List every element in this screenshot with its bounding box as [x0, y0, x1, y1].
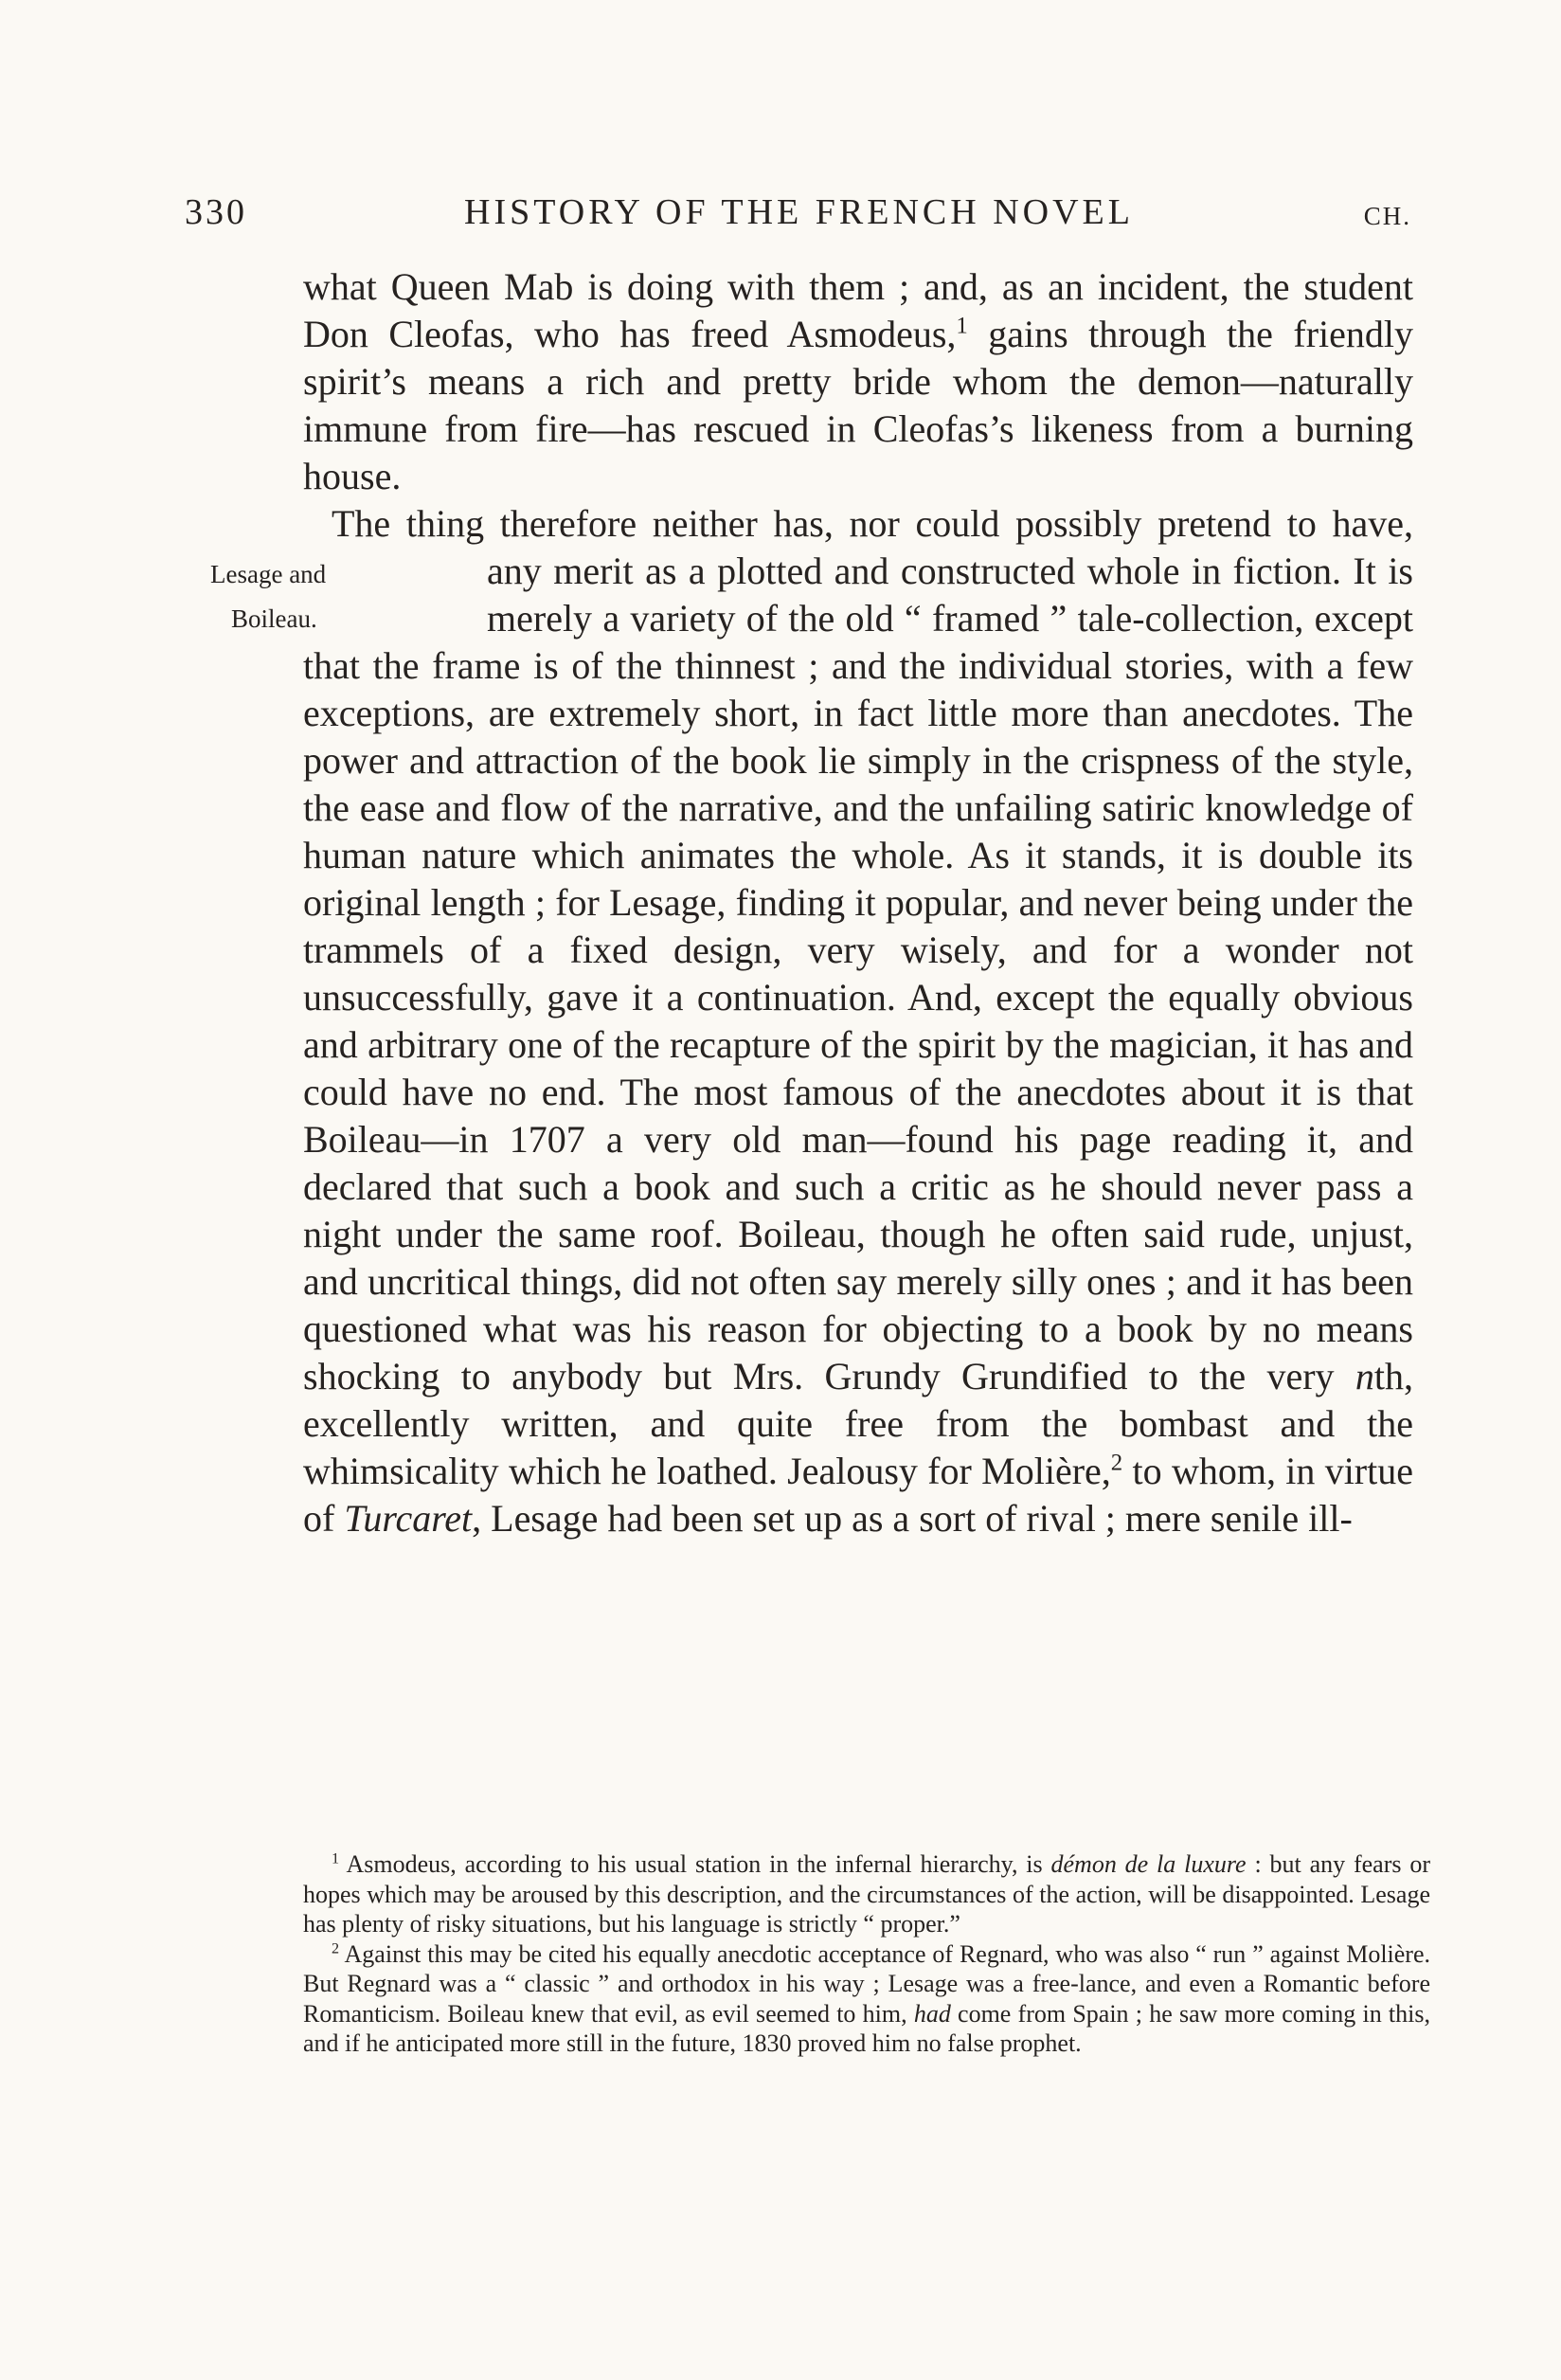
- running-title: HISTORY OF THE FRENCH NOVEL: [464, 192, 1134, 232]
- footnote: $^2$ Against this may be cited his equally anecdotic acceptance of Regnard, who was also “ run ” against Molière. But Regnard was a “ classic ” and orthodox in his way ; Lesage was a free-lance, and even a Romantic before Romanticism. Boileau knew that evil, as evil seemed to him, had come from Spain ; he saw more coming in this, and if he anticipated more still in the future, 1830 proved him no false prophet.: [303, 1939, 1430, 2057]
- superscript-reference: 2: [1110, 1450, 1123, 1476]
- main-text: [210, 263, 1414, 1542]
- running-header: [185, 191, 1413, 241]
- paragraph: The thing therefore neither has, nor could possibly pretend to have, any merit as a plotted and constructed Lesage and Boileau. whole in fiction. It is merely a variety of the old “ framed ” tale-collection, except that the frame is of the thinnest ; and the individual stories, with a few exceptions, are extremely short, in fact little more than anecdotes. The power and attraction of the book lie simply in the crispness of the style, the ease and flow of the narrative, and the unfailing satiric knowledge of human nature which animates the whole. As it stands, it is double its original length ; for Lesage, finding it popular, and never being under the trammels of a fixed design, very wisely, and for a wonder not unsuccessfully, gave it a continuation. And, except the equally obvious and arbitrary one of the recapture of the spirit by the magician, it has and could have no end. The most famous of the anecdotes about it is that Boileau—in 1707 a very old man—found his page reading it, and declared that such a book and such a critic as he should never pass a night under the same roof. Boileau, though he often said rude, unjust, and uncritical things, did not often say merely silly ones ; and it has been questioned what was his reason for objecting to a book by no means shocking to anybody but Mrs. Grundy Grundified to the very nth, excellently written, and quite free from the bombast and the whimsicality which he loathed. Jealousy for Molière,$^2$ to whom, in virtue of Turcaret, Lesage had been set up as a sort of rival ; mere senile ill-: [210, 502, 1413, 1540]
- footnotes: [303, 1849, 1430, 2059]
- margin-note: [210, 548, 487, 641]
- superscript-reference: 2: [332, 1939, 340, 1956]
- footnote: $^1$ Asmodeus, according to his usual station in the infernal hierarchy, is démon de la luxure : but any fears or hopes which may be aroused by this description, and the circumstances of the action, will be disappointed. Lesage has plenty of risky situations, but his language is strictly “ proper.”: [303, 1850, 1430, 1938]
- superscript-reference: 1: [332, 1850, 340, 1867]
- margin-note-line: Boileau.: [231, 604, 317, 633]
- paragraph: what Queen Mab is doing with them ; and, as an incident, the student Don Cleofas, who has freed Asmodeus,$^1$ gains through the friendly spirit’s means a rich and pretty bride whom the demon—naturally immune from fire—has rescued in Cleofas’s likeness from a burning house.: [303, 265, 1414, 497]
- margin-note-line: Lesage and: [210, 560, 327, 588]
- page-number: 330: [185, 192, 247, 232]
- chapter-marker: CH.: [1363, 202, 1411, 230]
- superscript-reference: 1: [956, 313, 968, 339]
